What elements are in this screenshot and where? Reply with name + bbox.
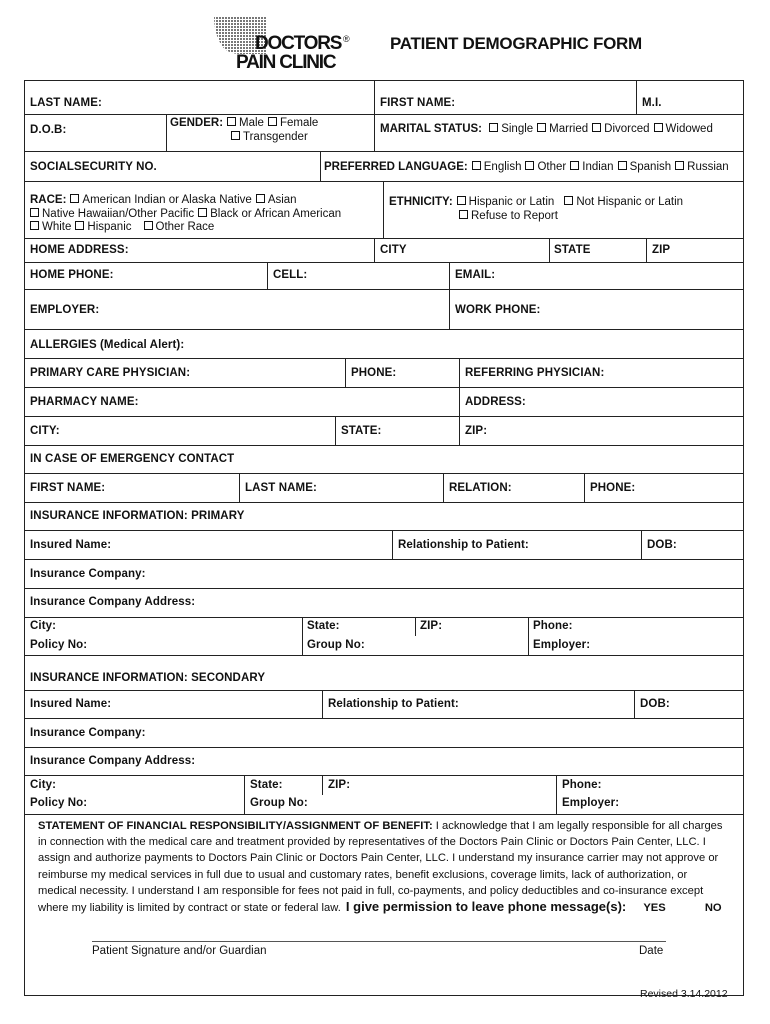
permission-no[interactable]: NO (704, 902, 722, 915)
race-other-checkbox[interactable] (144, 221, 153, 230)
divider (634, 690, 635, 718)
primary-dob-label: DOB: (647, 539, 677, 551)
ethnicity-refuse-label: Refuse to Report (471, 210, 558, 222)
ethnicity-hispanic-label: Hispanic or Latin (468, 196, 555, 208)
home-address-label: HOME ADDRESS: (30, 244, 129, 256)
marital-divorced-checkbox[interactable] (592, 123, 601, 132)
divider (335, 416, 336, 445)
race-hispanic-label: Hispanic (87, 221, 132, 233)
divider (267, 262, 268, 289)
permission-text: I give permission to leave phone message(s): (345, 899, 627, 915)
marital-single-checkbox[interactable] (489, 123, 498, 132)
pharmacy-city-label: CITY: (30, 425, 60, 437)
secondary-state-label: State: (250, 779, 283, 791)
race-white-label: White (42, 221, 72, 233)
referring-physician-label: REFERRING PHYSICIAN: (465, 367, 605, 379)
divider (24, 114, 744, 115)
marital-label: MARITAL STATUS: (380, 123, 482, 135)
gender-male-checkbox[interactable] (227, 117, 236, 126)
language-group (324, 161, 729, 173)
race-label: RACE: (30, 194, 67, 206)
race-asian-label: Asian (267, 194, 297, 206)
divider (244, 775, 245, 814)
divider (528, 617, 529, 655)
race-asian-checkbox[interactable] (256, 194, 265, 203)
home-phone-label: HOME PHONE: (30, 269, 114, 281)
ethnicity-label: ETHNICITY: (389, 196, 453, 208)
divider (24, 151, 744, 152)
language-other-checkbox[interactable] (525, 161, 534, 170)
marital-widowed-label: Widowed (665, 123, 713, 135)
logo-text (236, 34, 341, 72)
zip-label: ZIP (652, 244, 671, 256)
language-english-label: English (483, 161, 522, 173)
email-label: EMAIL: (455, 269, 496, 281)
divider (24, 747, 744, 748)
race-white-checkbox[interactable] (30, 221, 39, 230)
gender-female-label: Female (279, 117, 319, 129)
divider (166, 114, 167, 151)
pharmacy-address-label: ADDRESS: (465, 396, 526, 408)
marital-married-label: Married (549, 123, 589, 135)
divider (584, 473, 585, 502)
marital-group (380, 123, 713, 135)
language-indian-checkbox[interactable] (570, 161, 579, 170)
secondary-insurance-heading: INSURANCE INFORMATION: SECONDARY (30, 672, 266, 684)
secondary-zip-label: ZIP: (328, 779, 351, 791)
ethnicity-not-hispanic-checkbox[interactable] (564, 196, 573, 205)
permission-yes[interactable]: YES (643, 902, 666, 915)
race-hispanic-checkbox[interactable] (75, 221, 84, 230)
registered-mark: ® (343, 34, 350, 44)
divider (24, 181, 744, 182)
city-label: CITY (380, 244, 407, 256)
ssn-label: SOCIALSECURITY NO. (30, 161, 157, 173)
gender-female-checkbox[interactable] (268, 117, 277, 126)
divider (636, 80, 637, 114)
work-phone-label: WORK PHONE: (455, 304, 541, 316)
emergency-phone-label: PHONE: (590, 482, 636, 494)
allergies-label: ALLERGIES (Medical Alert): (30, 339, 185, 351)
divider (556, 775, 557, 814)
divider (459, 358, 460, 445)
secondary-company-address-label: Insurance Company Address: (30, 755, 196, 767)
employer-label: EMPLOYER: (30, 304, 100, 316)
secondary-dob-label: DOB: (640, 698, 670, 710)
divider (443, 473, 444, 502)
divider (24, 617, 744, 618)
primary-company-address-label: Insurance Company Address: (30, 596, 196, 608)
race-black-label: Black or African American (210, 207, 342, 220)
language-russian-label: Russian (687, 161, 729, 173)
divider (239, 473, 240, 502)
race-other-label: Other Race (155, 221, 215, 233)
secondary-employer-label: Employer: (562, 797, 620, 809)
divider (415, 617, 416, 636)
language-other-label: Other (537, 161, 567, 173)
primary-state-label: State: (307, 620, 340, 632)
primary-city-label: City: (30, 620, 57, 632)
ethnicity-refuse-checkbox[interactable] (459, 210, 468, 219)
secondary-company-label: Insurance Company: (30, 727, 146, 739)
dob-label: D.O.B: (30, 124, 67, 136)
language-russian-checkbox[interactable] (675, 161, 684, 170)
financial-statement (38, 818, 728, 916)
emergency-heading: IN CASE OF EMERGENCY CONTACT (30, 453, 235, 465)
divider (24, 329, 744, 330)
divider (641, 530, 642, 559)
divider (24, 502, 744, 503)
primary-insurance-heading: INSURANCE INFORMATION: PRIMARY (30, 510, 245, 522)
divider (392, 530, 393, 559)
divider (302, 617, 303, 655)
race-american-indian-checkbox[interactable] (70, 194, 79, 203)
mi-label: M.I. (642, 97, 662, 109)
ethnicity-not-hispanic-label: Not Hispanic or Latin (576, 196, 684, 208)
race-black-checkbox[interactable] (198, 208, 207, 217)
divider (24, 358, 744, 359)
pharmacy-zip-label: ZIP: (465, 425, 488, 437)
signature-line[interactable] (92, 941, 666, 942)
divider (24, 445, 744, 446)
marital-single-label: Single (501, 123, 534, 135)
gender-transgender-checkbox[interactable] (231, 131, 240, 140)
divider (322, 775, 323, 795)
race-american-indian-label: American Indian or Alaska Native (82, 194, 252, 206)
gender-group (170, 116, 318, 144)
date-label: Date (639, 945, 664, 957)
secondary-group-label: Group No: (250, 797, 308, 809)
primary-employer-label: Employer: (533, 639, 591, 651)
primary-group-label: Group No: (307, 639, 365, 651)
divider (24, 690, 744, 691)
secondary-policy-label: Policy No: (30, 797, 88, 809)
divider (24, 262, 744, 263)
emergency-relation-label: RELATION: (449, 482, 512, 494)
divider (374, 80, 375, 151)
marital-married-checkbox[interactable] (537, 123, 546, 132)
divider (345, 358, 346, 387)
ethnicity-group (389, 195, 683, 223)
language-label: PREFERRED LANGUAGE: (324, 161, 468, 173)
first-name-label: FIRST NAME: (380, 97, 456, 109)
marital-divorced-label: Divorced (604, 123, 650, 135)
statement-heading: STATEMENT OF FINANCIAL RESPONSIBILITY/ASSIGNMENT OF BENEFIT: (38, 820, 433, 832)
logo-line2: PAIN CLINIC (236, 52, 336, 73)
statement-body: I acknowledge that I am legally responsible for all charges in connection with the medical care and treatment provided by representatives of the Doctors Pain Clinic or Doctors Pain Center, LLC. I assign and authorize payments to Doctors Pain Clinic or Doctors Pain Center, LLC. I understand my insurance carrier may not approve or reimburse my medical services in full due to usual and customary rates, benefit exclusions, coverage limits, lack of authorization, or medical necessity. I understand I am responsible for fees not paid in full, co-payments, and policy deductibles and co-insurance except where my liability is limited by contract or state or federal law. (38, 820, 723, 915)
race-hawaiian-checkbox[interactable] (30, 208, 39, 217)
divider (646, 238, 647, 262)
race-hawaiian-label: Native Hawaiian/Other Pacific (42, 207, 195, 220)
divider (383, 181, 384, 238)
language-indian-label: Indian (582, 161, 614, 173)
language-spanish-label: Spanish (629, 161, 672, 173)
pharmacy-name-label: PHARMACY NAME: (30, 396, 139, 408)
last-name-label: LAST NAME: (30, 97, 102, 109)
primary-zip-label: ZIP: (420, 620, 443, 632)
signature-label: Patient Signature and/or Guardian (92, 945, 267, 957)
race-group (30, 194, 341, 235)
divider (24, 473, 744, 474)
divider (24, 588, 744, 589)
secondary-phone-label: Phone: (562, 779, 602, 791)
pcp-phone-label: PHONE: (351, 367, 397, 379)
secondary-insured-name-label: Insured Name: (30, 698, 112, 710)
divider (24, 387, 744, 388)
state-label: STATE (554, 244, 591, 256)
language-english-checkbox[interactable] (472, 161, 481, 170)
primary-policy-label: Policy No: (30, 639, 88, 651)
logo-line1: DOCTORS (255, 33, 342, 54)
emergency-last-name-label: LAST NAME: (245, 482, 317, 494)
primary-company-label: Insurance Company: (30, 568, 146, 580)
secondary-relationship-label: Relationship to Patient: (328, 698, 459, 710)
divider (24, 775, 744, 776)
ethnicity-hispanic-checkbox[interactable] (457, 196, 466, 205)
pharmacy-state-label: STATE: (341, 425, 382, 437)
divider (449, 262, 450, 329)
divider (24, 559, 744, 560)
divider (549, 238, 550, 262)
language-spanish-checkbox[interactable] (618, 161, 627, 170)
gender-transgender-label: Transgender (243, 131, 308, 143)
marital-widowed-checkbox[interactable] (654, 123, 663, 132)
secondary-city-label: City: (30, 779, 57, 791)
emergency-first-name-label: FIRST NAME: (30, 482, 106, 494)
divider (320, 151, 321, 181)
divider (24, 238, 744, 239)
gender-male-label: Male (239, 117, 264, 129)
divider (24, 655, 744, 656)
primary-insured-name-label: Insured Name: (30, 539, 112, 551)
divider (24, 289, 744, 290)
primary-phone-label: Phone: (533, 620, 573, 632)
primary-relationship-label: Relationship to Patient: (398, 539, 529, 551)
pcp-label: PRIMARY CARE PHYSICIAN: (30, 367, 191, 379)
revised-date: Revised 3.14.2012 (640, 988, 728, 1000)
cell-label: CELL: (273, 269, 308, 281)
divider (322, 690, 323, 718)
divider (24, 530, 744, 531)
page-title: PATIENT DEMOGRAPHIC FORM (390, 34, 642, 53)
gender-label: GENDER: (170, 117, 224, 129)
divider (374, 238, 375, 262)
divider (24, 416, 744, 417)
divider (24, 718, 744, 719)
divider (24, 814, 744, 815)
